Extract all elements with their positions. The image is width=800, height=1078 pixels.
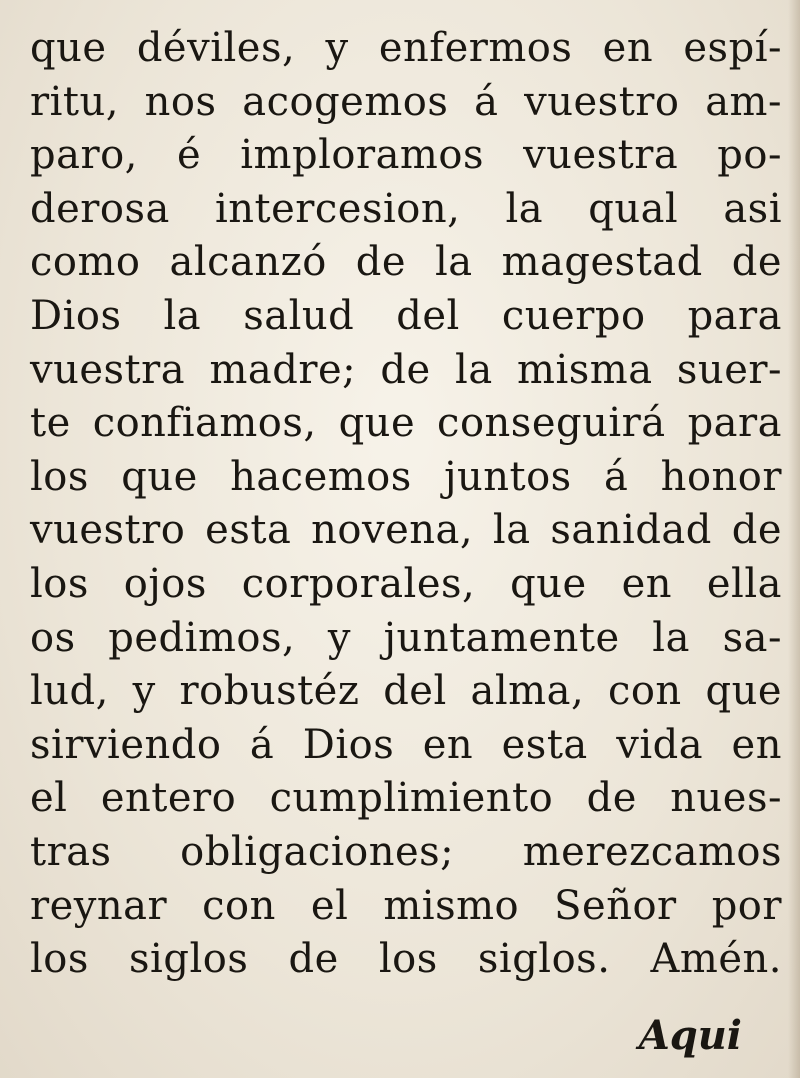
catchword: Aqui (638, 1012, 742, 1059)
text-line: el entero cumplimiento de nues- (30, 775, 782, 822)
text-line: paro, é imploramos vuestra po- (30, 132, 782, 179)
text-line: reynar con el mismo Señor por (30, 882, 782, 929)
text-line: ritu, nos acogemos á vuestro am- (30, 78, 782, 125)
text-line: vuestro esta novena, la sanidad de (30, 507, 782, 554)
text-line: vuestra madre; de la misma suer- (30, 346, 782, 393)
text-line: te confiamos, que conseguirá para (30, 400, 782, 447)
text-line: los ojos corporales, que en ella (30, 560, 782, 607)
text-line: Dios la salud del cuerpo para (30, 292, 782, 339)
text-line: tras obligaciones; merezcamos (30, 828, 782, 875)
text-line: que déviles, y enfermos en espí- (30, 25, 782, 71)
text-line: os pedimos, y juntamente la sa- (30, 614, 782, 661)
page-edge-shadow (788, 0, 800, 1078)
text-line: sirviendo á Dios en esta vida en (30, 721, 782, 768)
text-line: los siglos de los siglos. Amén. (30, 936, 782, 983)
body-text (30, 22, 782, 987)
text-line: lud, y robustéz del alma, con que (30, 668, 782, 715)
text-line: los que hacemos juntos á honor (30, 453, 782, 500)
text-line: como alcanzó de la magestad de (30, 239, 782, 286)
text-line: derosa intercesion, la qual asi (30, 185, 782, 232)
